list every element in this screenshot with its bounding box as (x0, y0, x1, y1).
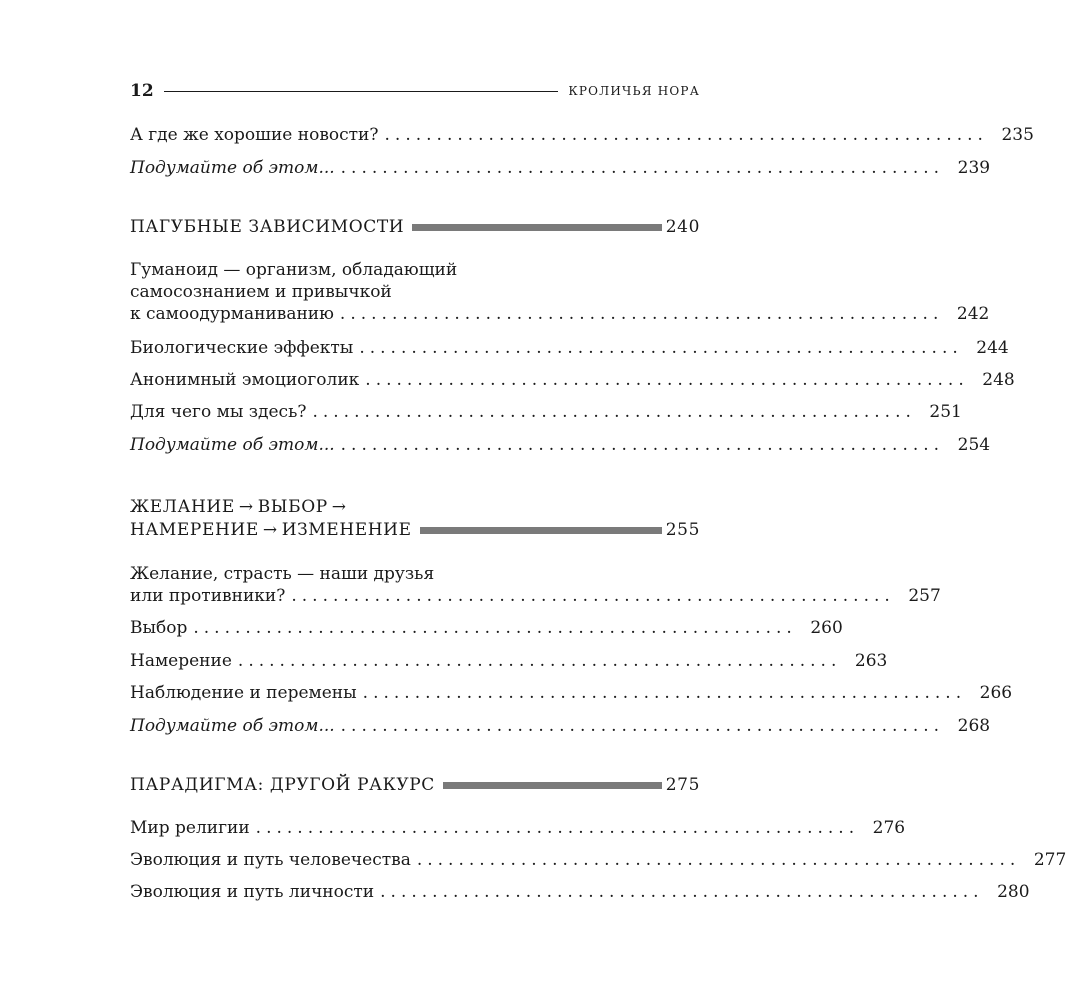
toc-page (130, 0, 1066, 1000)
section-bar (420, 527, 662, 534)
section-heading (130, 216, 700, 238)
toc-entry (130, 817, 906, 839)
toc-entry-multiline (130, 259, 700, 303)
toc-entry (130, 124, 1034, 146)
toc-entry (130, 682, 1013, 704)
leader-dots: .......................................................... (339, 304, 944, 324)
toc-entry (130, 157, 991, 179)
toc-entry-page: 280 (997, 882, 1030, 902)
page-number: 12 (130, 81, 154, 101)
arrow-right-icon: → (331, 497, 347, 517)
toc-entry-title: Подумайте об этом... (130, 435, 335, 455)
leader-dots: .......................................................... (384, 125, 988, 145)
toc-entry (130, 434, 991, 456)
section-heading-line (130, 496, 351, 518)
toc-entry-page: 251 (929, 402, 962, 422)
arrow-right-icon: → (262, 520, 278, 540)
toc-entry-multiline (130, 563, 700, 585)
toc-entry (130, 337, 1009, 359)
section-heading (130, 519, 700, 541)
leader-dots: .......................................................... (380, 882, 984, 902)
section-title: ПАГУБНЫЕ ЗАВИСИМОСТИ (130, 217, 405, 237)
toc-entry (130, 303, 990, 325)
toc-entry-page: 244 (976, 338, 1009, 358)
toc-entry-page: 277 (1033, 850, 1066, 870)
toc-entry (130, 881, 1030, 903)
section-heading (130, 774, 700, 796)
toc-entry-page: 248 (982, 370, 1015, 390)
leader-dots: .......................................................... (362, 683, 967, 703)
arrow-right-icon: → (238, 497, 254, 517)
section-page: 255 (665, 520, 700, 540)
running-title: КРОЛИЧЬЯ НОРА (568, 84, 700, 98)
toc-entry-page: 239 (957, 158, 991, 178)
toc-entry-page: 242 (956, 304, 990, 324)
section-bar (412, 224, 662, 231)
toc-entry (130, 650, 888, 672)
toc-entry (130, 617, 843, 639)
section-title: ПАРАДИГМА: ДРУГОЙ РАКУРС (130, 775, 435, 795)
toc-entry-title: Подумайте об этом... (130, 716, 335, 736)
section-page: 275 (665, 775, 700, 795)
toc-entry-page: 266 (979, 683, 1013, 703)
section-title-part: ИЗМЕНЕНИЕ (281, 520, 412, 540)
toc-entry (130, 715, 991, 737)
toc-entry-line: Гуманоид — организм, обладающий (130, 260, 458, 280)
toc-entry-title: Биологические эффекты (130, 338, 354, 358)
leader-dots: .......................................................... (312, 402, 916, 422)
leader-dots: .......................................................... (255, 818, 860, 838)
toc-entry-title: Выбор (130, 618, 188, 638)
leader-dots: .......................................................... (193, 618, 797, 638)
toc-entry-title: Эволюция и путь человечества (130, 850, 411, 870)
leader-dots: .......................................................... (340, 716, 945, 736)
toc-entry-page: 268 (957, 716, 991, 736)
leader-dots: .......................................................... (416, 850, 1021, 870)
section-page: 240 (665, 217, 700, 237)
toc-entry-title: или противники? (130, 586, 286, 606)
toc-entry-title: к самоодурманиванию (130, 304, 334, 324)
toc-entry-title: Наблюдение и перемены (130, 683, 357, 703)
leader-dots: .......................................................... (291, 586, 895, 606)
leader-dots: .......................................................... (365, 370, 969, 390)
toc-entry-page: 257 (908, 586, 941, 606)
section-title-part: ЖЕЛАНИЕ (130, 497, 235, 517)
toc-entry-title: А где же хорошие новости? (130, 125, 379, 145)
toc-entry-page: 235 (1001, 125, 1034, 145)
leader-dots: .......................................................... (359, 338, 963, 358)
toc-entry (130, 369, 1015, 391)
section-bar (443, 782, 662, 789)
toc-entry-line: самосознанием и привычкой (130, 282, 392, 302)
leader-dots: .......................................................... (340, 158, 945, 178)
toc-entry-page: 276 (872, 818, 906, 838)
toc-entry-page: 254 (957, 435, 991, 455)
toc-entry-title: Анонимный эмоциоголик (130, 370, 360, 390)
toc-entry (130, 849, 1066, 871)
toc-entry-title: Намерение (130, 651, 232, 671)
toc-entry-line: Желание, страсть — наши друзья (130, 564, 435, 584)
toc-entry-title: Мир религии (130, 818, 250, 838)
running-header (130, 80, 700, 102)
section-title-part: ВЫБОР (257, 497, 328, 517)
toc-entry (130, 585, 941, 607)
section-title-part: НАМЕРЕНИЕ (130, 520, 259, 540)
header-rule (164, 91, 559, 92)
toc-entry-title: Подумайте об этом... (130, 158, 335, 178)
leader-dots: .......................................................... (237, 651, 842, 671)
toc-entry-title: Для чего мы здесь? (130, 402, 307, 422)
toc-entry-page: 260 (810, 618, 843, 638)
toc-entry-page: 263 (854, 651, 888, 671)
leader-dots: .......................................................... (340, 435, 945, 455)
toc-entry (130, 401, 962, 423)
toc-entry-title: Эволюция и путь личности (130, 882, 375, 902)
